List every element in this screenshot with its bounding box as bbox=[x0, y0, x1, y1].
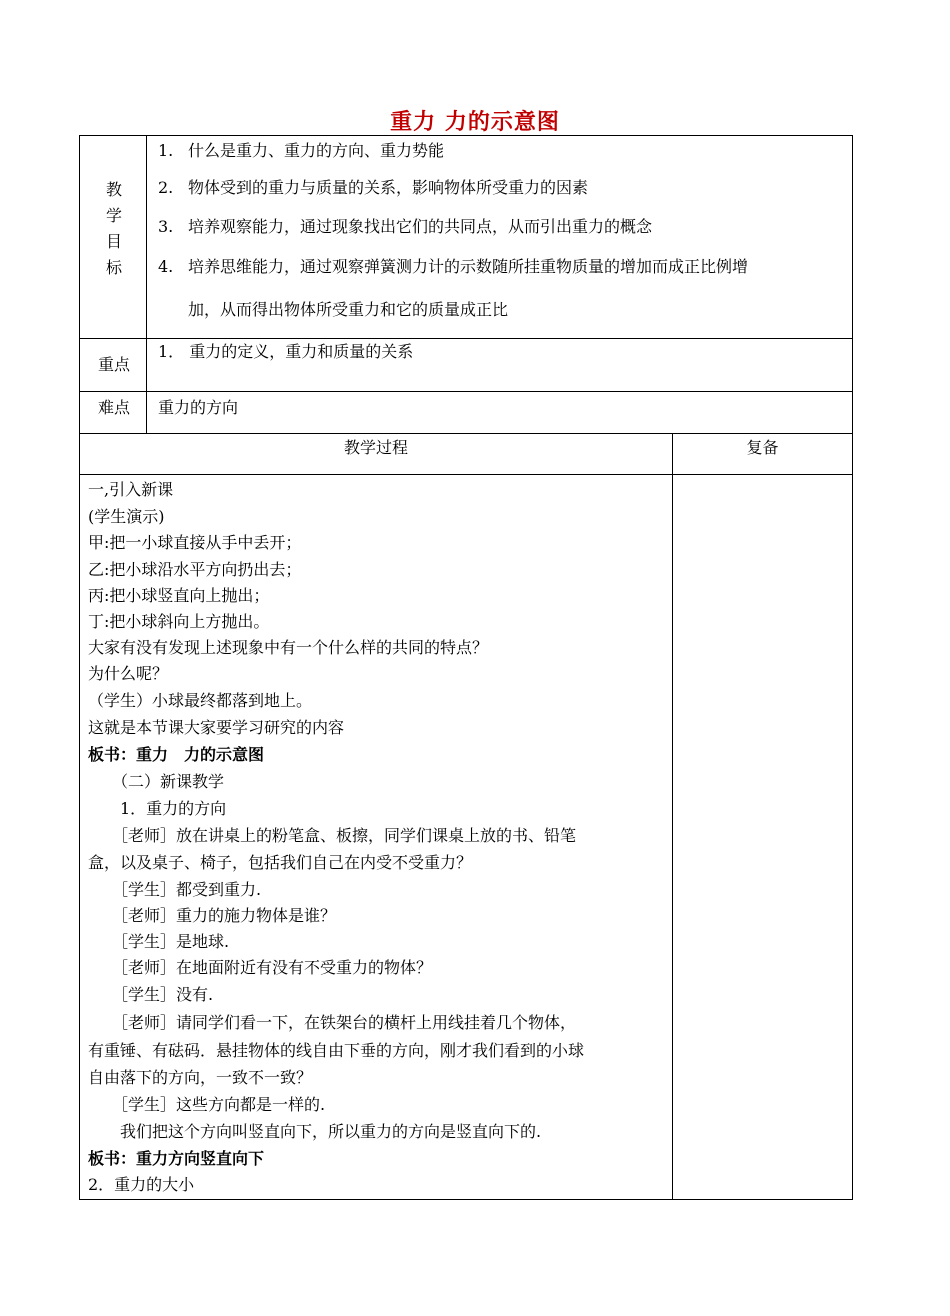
objective-number: 1. bbox=[158, 141, 174, 160]
objectives-label-char: 教 bbox=[105, 180, 122, 199]
row-divider bbox=[79, 391, 853, 392]
objective-text: 培养观察能力，通过现象找出它们的共同点，从而引出重力的概念 bbox=[188, 217, 653, 236]
process-line: 2．重力的大小 bbox=[88, 1175, 195, 1194]
process-line: 我们把这个方向叫竖直向下，所以重力的方向是竖直向下的. bbox=[88, 1122, 542, 1141]
review-column-divider bbox=[672, 433, 673, 1199]
row-divider bbox=[79, 338, 853, 339]
objective-number: 2. bbox=[158, 178, 174, 197]
table-border-bottom bbox=[79, 1199, 853, 1200]
process-line: (学生演示) bbox=[88, 507, 165, 526]
objective-number: 3. bbox=[158, 217, 174, 236]
objective-item bbox=[158, 141, 444, 161]
process-line: （学生）小球最终都落到地上。 bbox=[88, 691, 313, 710]
blackboard-note: 板书：重力方向竖直向下 bbox=[88, 1149, 265, 1168]
process-line: 1．重力的方向 bbox=[88, 799, 227, 818]
process-line: 为什么呢？ bbox=[88, 664, 169, 683]
objective-continuation: 加，从而得出物体所受重力和它的质量成正比 bbox=[188, 300, 509, 319]
objective-text: 物体受到的重力与质量的关系，影响物体所受重力的因素 bbox=[188, 178, 589, 197]
key-point-text: 1． 重力的定义，重力和质量的关系 bbox=[158, 342, 414, 361]
process-line: 有重锤、有砝码．悬挂物体的线自由下垂的方向，刚才我们看到的小球 bbox=[88, 1041, 585, 1060]
page-title: 重力 力的示意图 bbox=[390, 109, 560, 135]
process-line: ［学生］都受到重力. bbox=[88, 880, 262, 899]
process-header: 教学过程 bbox=[343, 438, 408, 457]
objectives-label-char: 目 bbox=[105, 232, 122, 251]
process-line: ［老师］在地面附近有没有不受重力的物体？ bbox=[88, 958, 433, 977]
process-line: ［老师］放在讲桌上的粉笔盒、板擦，同学们课桌上放的书、铅笔 bbox=[88, 826, 577, 845]
review-header: 复备 bbox=[746, 438, 779, 457]
process-line: ［老师］重力的施力物体是谁？ bbox=[88, 906, 337, 925]
process-line: 自由落下的方向，一致不一致？ bbox=[88, 1068, 313, 1087]
objective-number: 4. bbox=[158, 257, 174, 276]
difficulty-text: 重力的方向 bbox=[158, 398, 239, 417]
row-divider bbox=[79, 433, 853, 434]
key-point-label: 重点 bbox=[97, 355, 130, 374]
process-line: 乙:把小球沿水平方向扔出去； bbox=[88, 560, 302, 579]
objective-text: 什么是重力、重力的方向、重力势能 bbox=[188, 141, 445, 160]
table-border-left bbox=[79, 135, 80, 1199]
objective-item bbox=[158, 217, 652, 237]
process-line: ［老师］请同学们看一下，在铁架台的横杆上用线挂着几个物体， bbox=[88, 1013, 577, 1032]
objective-item bbox=[158, 257, 748, 277]
objectives-label-char: 学 bbox=[105, 206, 122, 225]
process-line: ［学生］是地球. bbox=[88, 932, 230, 951]
row-divider bbox=[79, 474, 853, 475]
table-border-right bbox=[852, 135, 853, 1199]
process-line: 丙:把小球竖直向上抛出； bbox=[88, 586, 270, 605]
process-line: ［学生］没有. bbox=[88, 985, 214, 1004]
table-border-top bbox=[79, 135, 853, 136]
label-column-divider bbox=[146, 135, 147, 433]
objective-item bbox=[158, 178, 588, 198]
difficulty-label: 难点 bbox=[97, 398, 130, 417]
process-line: 甲:把一小球直接从手中丢开； bbox=[88, 533, 302, 552]
objective-text: 培养思维能力，通过观察弹簧测力计的示数随所挂重物质量的增加而成正比例增 bbox=[188, 257, 749, 276]
objectives-label-char: 标 bbox=[105, 258, 122, 277]
process-line: 大家有没有发现上述现象中有一个什么样的共同的特点？ bbox=[88, 638, 489, 657]
blackboard-note: 板书：重力 力的示意图 bbox=[88, 745, 265, 764]
process-line: 一,引入新课 bbox=[88, 480, 174, 499]
process-line: （二）新课教学 bbox=[88, 772, 225, 791]
process-line: 这就是本节课大家要学习研究的内容 bbox=[88, 718, 345, 737]
process-line: 丁:把小球斜向上方抛出。 bbox=[88, 612, 270, 631]
process-line: ［学生］这些方向都是一样的. bbox=[88, 1095, 326, 1114]
process-line: 盒，以及桌子、椅子，包括我们自己在内受不受重力？ bbox=[88, 853, 473, 872]
